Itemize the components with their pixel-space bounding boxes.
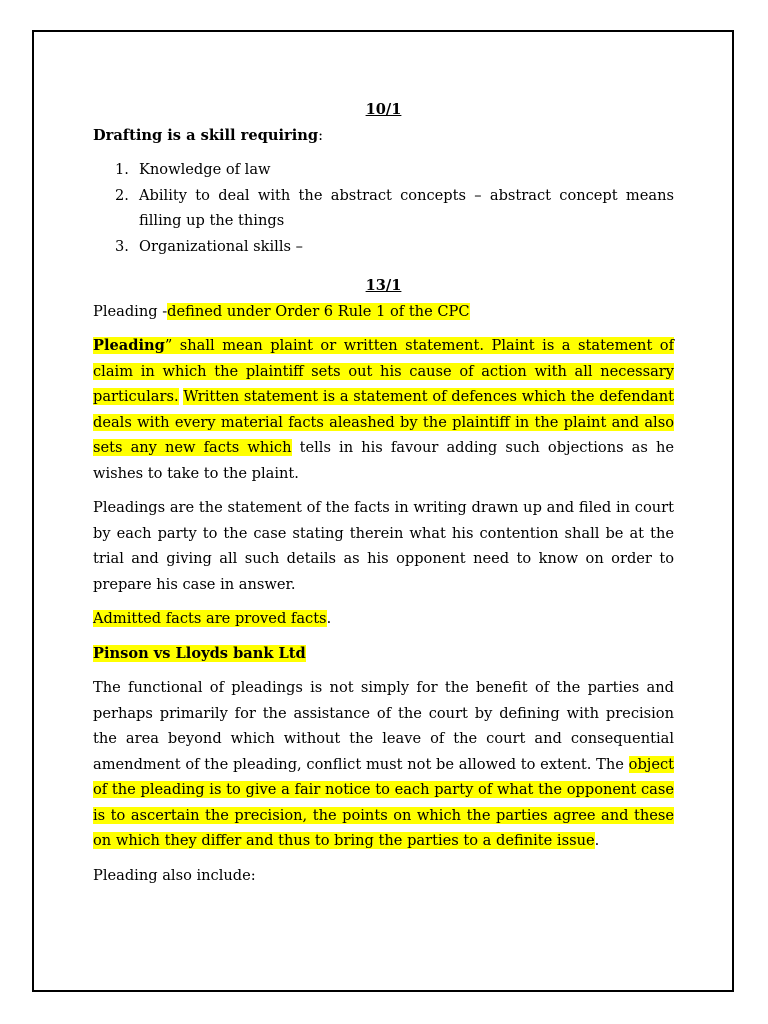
list-item [93,157,674,183]
pleading-definition [93,299,674,325]
admitted-facts [93,606,674,632]
list-item-text: Ability to deal with the abstract concepts – abstract concept means filling up the things [139,186,674,229]
functional-paragraph-tail: . [594,832,600,849]
object-highlight: object of the pleading is to give a fair notice to each party of what the opponent case is to ascertain the precision, the points on which the parties agree and these on which they differ and thus to bring the parties to a definite issue [93,755,674,849]
list-item [93,183,674,234]
section-heading-10-1: 10/1 [365,101,402,118]
written-statement-highlight: Written statement is a statement of defences which the defendant deals with every material facts aleashed by the plaintiff in the plaint and also sets any new facts which [93,388,675,456]
functional-paragraph-text: The functional of pleadings is not simply for the benefit of the parties and perhaps primarily for the assistance of the court by defining with precision the area beyond which without the leave of the court and consequential amendment of the pleading, conflict must not be allowed to extent. The [93,679,674,773]
pleading-definition-prefix: Pleading - [93,302,168,320]
drafting-intro-text: Drafting is a skill requiring [93,126,319,144]
plaint-highlight: ” shall mean plaint or written statement. Plaint is a statement of claim in which the plaintiff sets out his cause of action with all necessary particulars. [93,337,674,405]
pleading-paragraph-tail: tells in his favour adding such objections as he wishes to take to the plaint. [93,439,675,482]
list-item-text: Knowledge of law [139,161,271,178]
pleading-term: Pleading [93,337,165,354]
functional-paragraph [93,675,674,854]
section-heading-13-1: 13/1 [365,277,402,294]
admitted-facts-highlight: Admitted facts are proved facts [93,610,327,627]
list-item-number: 2. [115,186,129,204]
case-name: Pinson vs Lloyds bank Ltd [93,644,306,662]
case-citation [93,641,674,667]
list-item-number: 3. [115,237,129,255]
drafting-intro [93,123,674,149]
list-item-text: Organizational skills – [139,237,303,255]
pleading-paragraph [93,333,674,486]
pleading-definition-highlight: defined under Order 6 Rule 1 of the CPC [167,302,470,320]
list-item-number: 1. [115,161,129,178]
list-item [93,234,674,260]
pleadings-paragraph: Pleadings are the statement of the facts in writing drawn up and filed in court by each party to the case stating therein what his contention shall be at the trial and giving all such details as his opponent need to know on order to prepare his case in answer. [93,499,674,593]
admitted-facts-tail: . [326,610,332,627]
drafting-intro-colon: : [318,126,323,144]
pleading-include: Pleading also include: [93,866,256,884]
document-body [93,97,674,888]
skills-list [93,157,674,259]
